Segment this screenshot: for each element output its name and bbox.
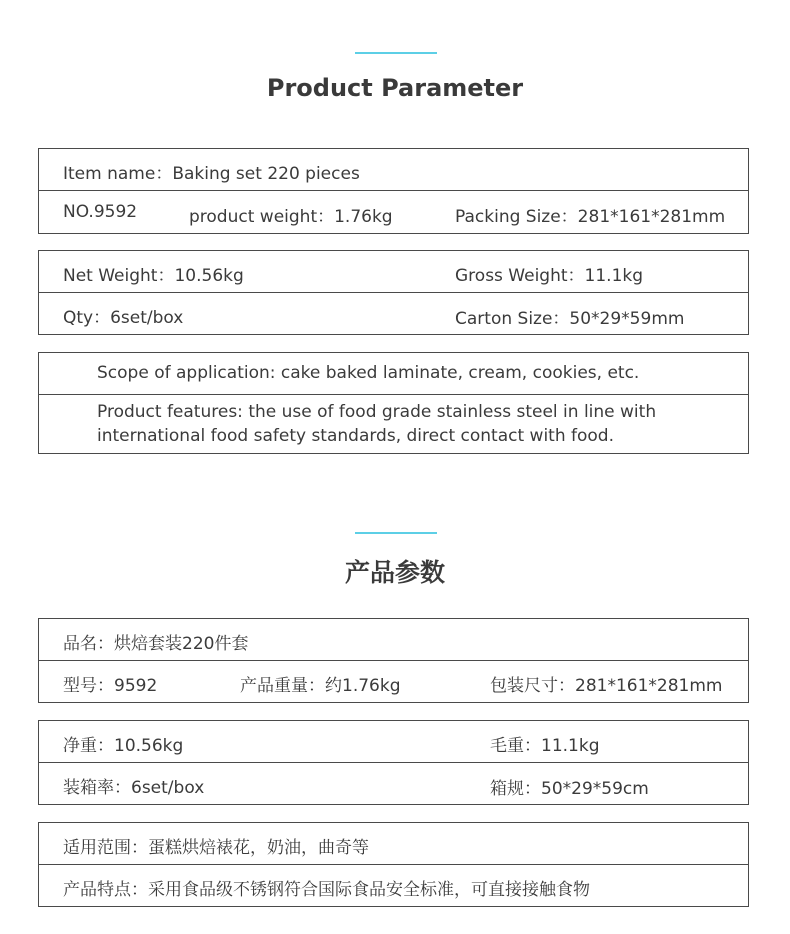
usage-table-en xyxy=(38,352,749,454)
table-row xyxy=(39,865,748,906)
table-row xyxy=(39,823,748,865)
table-row xyxy=(39,149,748,191)
net-weight-en: Net Weight：10.56kg xyxy=(63,266,244,286)
weight-table-zh xyxy=(38,720,749,805)
product-weight-en: product weight：1.76kg xyxy=(189,207,393,227)
net-weight-zh: 净重：10.56kg xyxy=(63,736,184,756)
product-features-zh: 产品特点：采用食品级不锈钢符合国际食品安全标准，可直接接触食物 xyxy=(63,880,590,900)
model-number-zh: 型号：9592 xyxy=(63,676,158,696)
packing-size-en: Packing Size：281*161*281mm xyxy=(455,207,726,227)
table-row xyxy=(39,763,748,804)
product-features-en: Product features: the use of food grade stainless steel in line with international food safety standards, direct contact with food. xyxy=(97,402,657,446)
usage-table-zh xyxy=(38,822,749,907)
table-row xyxy=(39,395,748,453)
carton-size-en: Carton Size：50*29*59mm xyxy=(455,309,685,329)
application-scope-en: Scope of application: cake baked laminate, cream, cookies, etc. xyxy=(97,363,640,383)
model-number-en: NO.9592 xyxy=(63,202,138,222)
accent-line-zh xyxy=(355,532,437,534)
section-title-zh: 产品参数 xyxy=(344,558,445,587)
table-row xyxy=(39,191,748,233)
gross-weight-zh: 毛重：11.1kg xyxy=(490,736,600,756)
table-row xyxy=(39,251,748,293)
weight-table-en xyxy=(38,250,749,335)
quantity-en: Qty：6set/box xyxy=(63,308,184,328)
table-row xyxy=(39,619,748,661)
table-row xyxy=(39,293,748,334)
table-row xyxy=(39,661,748,702)
application-scope-zh: 适用范围：蛋糕烘焙裱花，奶油，曲奇等 xyxy=(63,838,369,858)
quantity-zh: 装箱率：6set/box xyxy=(63,778,205,798)
product-info-table-en xyxy=(38,148,749,234)
packing-size-zh: 包装尺寸：281*161*281mm xyxy=(490,676,723,696)
item-name-zh: 品名：烘焙套装220件套 xyxy=(63,634,249,654)
table-row xyxy=(39,721,748,763)
gross-weight-en: Gross Weight：11.1kg xyxy=(455,266,644,286)
carton-size-zh: 箱规：50*29*59cm xyxy=(490,779,649,799)
product-info-table-zh xyxy=(38,618,749,703)
section-title-en: Product Parameter xyxy=(266,74,524,102)
product-weight-zh: 产品重量：约1.76kg xyxy=(240,676,401,696)
table-row xyxy=(39,353,748,395)
item-name-en: Item name：Baking set 220 pieces xyxy=(63,164,360,184)
accent-line-en xyxy=(355,52,437,54)
